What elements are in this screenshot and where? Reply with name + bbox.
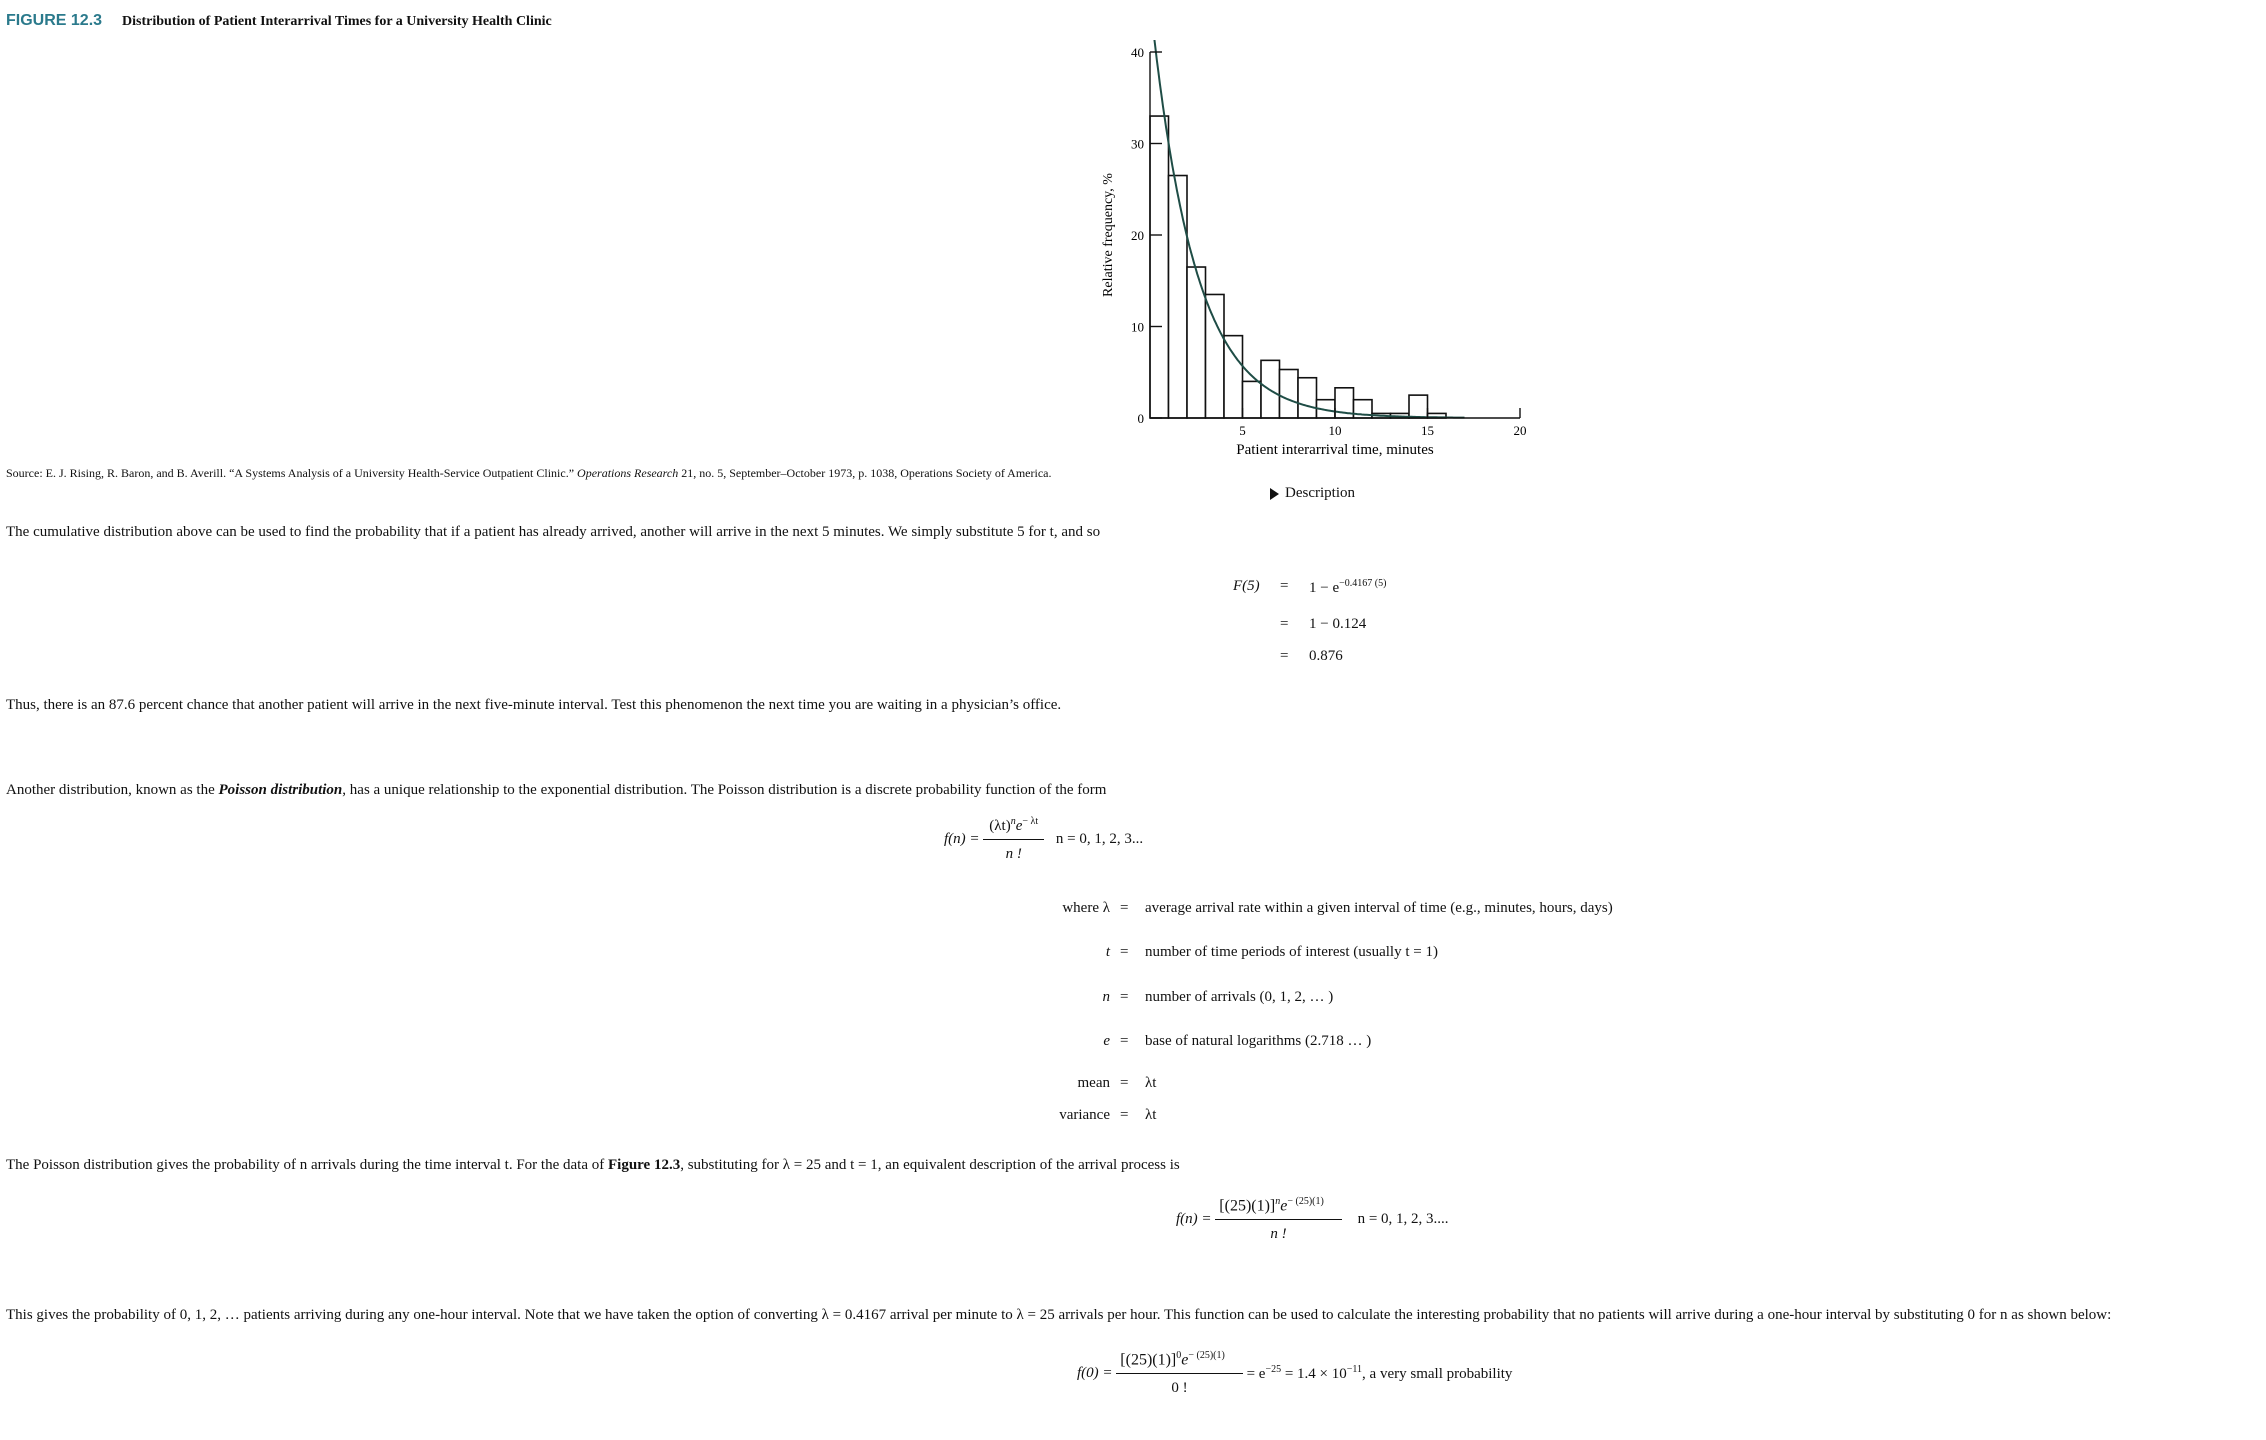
histogram-bar [1409,395,1428,418]
paragraph-cumulative: The cumulative distribution above can be used to find the probability that if a patient has already arrived, another will arrive in the next 5 minutes. We simply substitute 5 for t, and so [6,524,1101,540]
definition-row [1010,1033,2110,1057]
definition-equals: = [1120,900,1129,916]
definition-equals: = [1120,989,1129,1005]
histogram-bar [1206,294,1225,418]
poisson-num-e: e [1015,818,1023,834]
f5-eq-2: = [1280,616,1289,632]
equation-f0 [1077,1350,1512,1397]
p3-text-c: , has a unique relationship to the exponential distribution. The Poisson distribution is a discrete probability function of the form [342,782,1107,798]
poisson-denominator: n ! [1005,846,1022,862]
poisson-condition: n = 0, 1, 2, 3... [1055,831,1144,847]
definition-text: λt [1145,1075,1157,1091]
f0-result [1247,1366,1513,1382]
source-details: 21, no. 5, September–October 1973, p. 1038, Operations Society of America. [681,466,1052,480]
f0-numerator [1116,1350,1243,1374]
poisson-num-exp1: n [1010,816,1016,827]
figure-title: Distribution of Patient Interarrival Times for a University Health Clinic [122,14,552,29]
p25-condition: n = 0, 1, 2, 3.... [1357,1211,1449,1228]
paragraph-poisson-data [6,1157,1180,1174]
p4-text-a: The Poisson distribution gives the probability of n arrivals during the time interval t. For the data of [6,1157,608,1173]
histogram-bar [1150,116,1169,418]
histogram-bar [1280,370,1299,418]
definition-row [1010,900,2110,924]
definition-term: where λ [1062,900,1110,916]
description-label: Description [1285,485,1355,501]
definition-row [1010,989,2110,1013]
x-tick-label: 5 [1239,423,1246,438]
f0-num-e: e [1181,1351,1189,1369]
p25-denominator: n ! [1270,1226,1287,1243]
figure-label: FIGURE 12.3 [6,12,103,29]
x-tick-label: 20 [1513,423,1527,438]
p25-num-exp1: n [1275,1196,1281,1207]
equation-poisson-25 [1176,1196,1449,1243]
histogram-bar [1243,381,1262,418]
definition-term: t [1105,944,1110,960]
poisson-lhs: f(n) = [944,831,980,847]
p25-fraction [1215,1196,1342,1243]
source-journal: Operations Research [577,466,679,480]
f0-num-exp1: 0 [1176,1350,1182,1361]
figure-reference: Figure 12.3 [607,1157,681,1173]
histogram-bar [1298,378,1317,418]
p25-num-e: e [1280,1197,1288,1215]
definition-text: number of time periods of interest (usually t = 1) [1145,944,1438,960]
f5-eq-1: = [1280,578,1289,594]
y-tick-label: 30 [1131,136,1144,152]
definition-row [1010,944,2110,968]
definition-equals: = [1120,1033,1129,1049]
definition-text: base of natural logarithms (2.718 … ) [1145,1033,1372,1049]
y-tick-label: 0 [1137,411,1144,426]
figure-source [6,466,1052,481]
definition-equals: = [1120,1107,1129,1123]
f5-eq-3: = [1280,648,1289,664]
definition-term: e [1103,1033,1110,1049]
y-tick-label: 10 [1131,319,1144,335]
definition-text: average arrival rate within a given interval of time (e.g., minutes, hours, days) [1145,900,1613,916]
y-axis-label: Relative frequency, % [1101,173,1116,297]
y-tick-label: 20 [1131,228,1144,243]
histogram-bar [1224,336,1243,418]
poisson-numerator [983,816,1044,840]
f0-fraction [1116,1350,1243,1397]
paragraph-poisson-intro [6,782,1106,799]
f0-lhs: f(0) = [1077,1365,1113,1382]
description-toggle[interactable] [1270,485,1355,502]
equation-poisson [944,816,1143,863]
definition-term: n [1102,989,1110,1005]
triangle-right-icon [1270,488,1279,500]
x-tick-label: 15 [1421,423,1434,438]
poisson-num-base: (λt) [989,818,1011,834]
p25-num-exp2: − (25)(1) [1287,1196,1324,1207]
p25-lhs: f(n) = [1176,1211,1212,1228]
p4-text-c: , substituting for λ = 25 and t = 1, an equivalent description of the arrival process is [680,1157,1180,1173]
definition-text: λt [1145,1107,1157,1123]
f5-row1-exp: −0.4167 (5) [1339,578,1387,589]
f0-rhs-exp2: −11 [1346,1364,1363,1376]
f0-num-exp2: − (25)(1) [1188,1350,1225,1361]
p3-text-a: Another distribution, known as the [6,782,219,798]
f5-row3: 0.876 [1309,648,1343,664]
f5-row1 [1309,578,1386,597]
definition-term: variance [1059,1107,1110,1123]
paragraph-conversion: This gives the probability of 0, 1, 2, … patients arriving during any one-hour interval. Note that we have taken the option of converting λ = 0.4167 arrival per minute to λ = 25 arrivals per hour. This function can be used to calculate the interesting probability that no patients will arrive during a one-hour interval by substituting 0 for n as shown below: [6,1307,2112,1323]
x-tick-label: 10 [1328,423,1342,438]
f0-rhs-value: = 1.4 × 10 [1284,1366,1347,1383]
definition-row [1010,1075,2110,1099]
definition-text: number of arrivals (0, 1, 2, … ) [1145,989,1334,1005]
histogram-bar [1169,176,1188,418]
f0-num-base: [(25)(1)] [1120,1351,1177,1369]
p25-numerator [1215,1196,1342,1220]
f0-rhs-note: , a very small probability [1362,1366,1513,1383]
y-tick-label: 40 [1131,45,1144,60]
definition-row [1010,1107,2110,1131]
p25-num-base: [(25)(1)] [1219,1197,1276,1215]
poisson-num-exp2: − λt [1022,816,1039,827]
paragraph-probability: Thus, there is an 87.6 percent chance that another patient will arrive in the next five-minute interval. Test this phenomenon the next time you are waiting in a physician’s office. [6,697,1062,713]
histogram-chart [1090,40,1550,470]
figure-header [6,12,552,30]
f5-row2: 1 − 0.124 [1309,616,1367,632]
definition-term: mean [1077,1075,1110,1091]
poisson-fraction [983,816,1044,863]
f5-row1-base: 1 − e [1309,580,1340,596]
f0-rhs-e: = e [1246,1366,1266,1383]
definition-equals: = [1120,944,1129,960]
source-text: Source: E. J. Rising, R. Baron, and B. Averill. “A Systems Analysis of a University Health-Service Outpatient Clinic.” [6,466,575,480]
x-axis-label: Patient interarrival time, minutes [1236,442,1434,458]
poisson-term: Poisson distribution [218,782,343,798]
f5-lhs: F(5) [1233,578,1260,594]
f0-rhs-exp: −25 [1265,1364,1282,1376]
f0-denominator: 0 ! [1171,1380,1188,1397]
definition-equals: = [1120,1075,1129,1091]
